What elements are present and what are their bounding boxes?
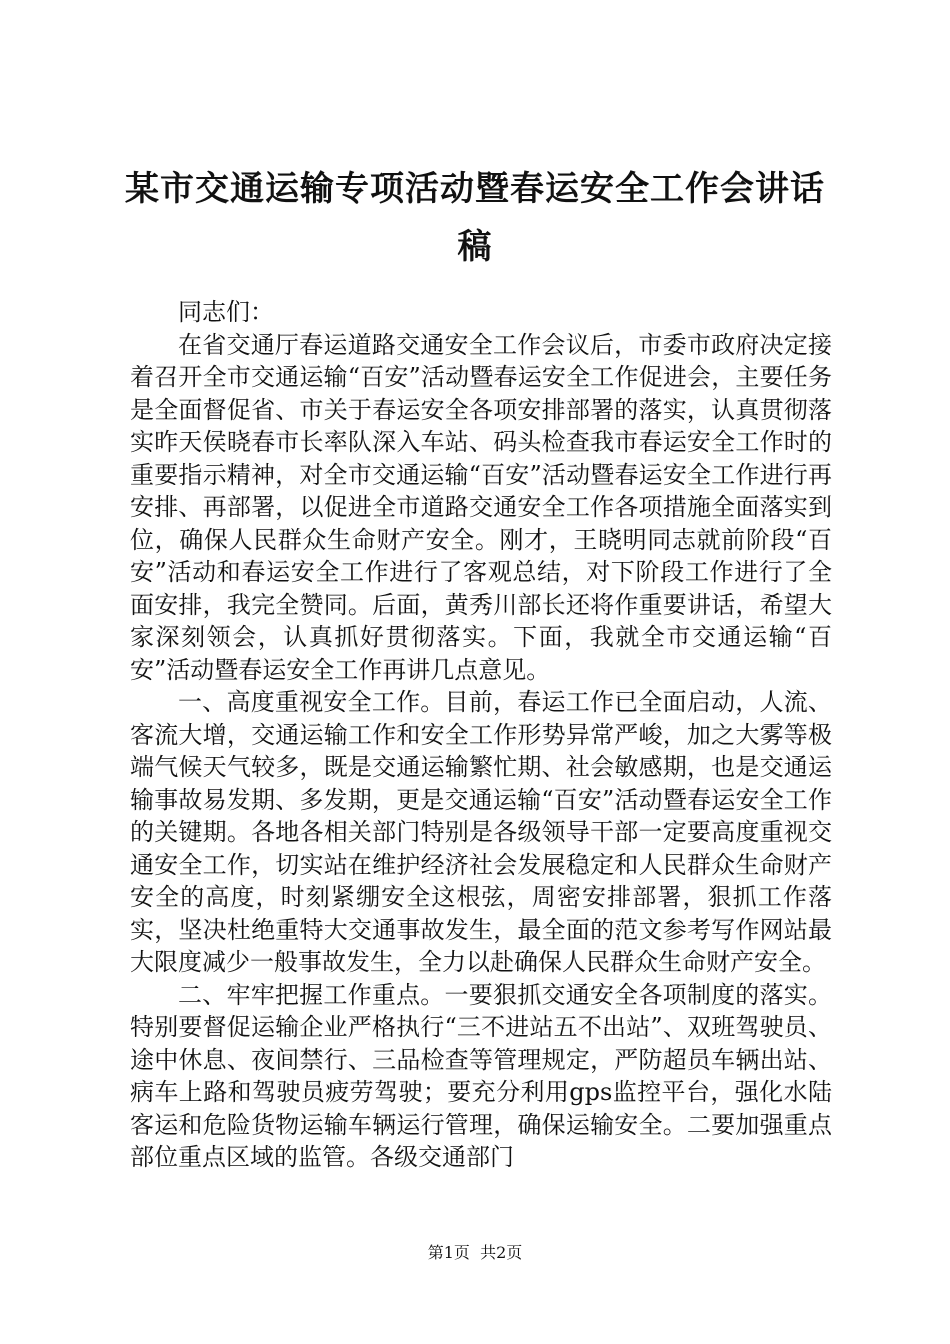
- salutation: 同志们：: [178, 298, 274, 326]
- document-title: 某市交通运输专项活动暨春运安全工作会讲话稿: [125, 169, 825, 267]
- page-footer: [0, 1243, 950, 1263]
- paragraph-section-1: 一、高度重视安全工作。目前，春运工作已全面启动，人流、客流大增，交通运输工作和安全工作形势异常严峻，加之大雾等极端气候天气较多，既是交通运输繁忙期、社会敏感期，也是交通运输事故易发期、多发期，更是交通运输“百安”活动暨春运安全工作的关键期。各地各相关部门特别是各级领导干部一定要高度重视交通安全工作，切实站在维护经济社会发展稳定和人民群众生命财产安全的高度，时刻紧绷安全这根弦，周密安排部署，狠抓工作落实，坚决杜绝重特大交通事故发生，最全面的范文参考写作网站最大限度减少一般事故发生，全力以赴确保人民群众生命财产安全。: [130, 688, 832, 976]
- paragraph-section-2: 二、牢牢把握工作重点。一要狠抓交通安全各项制度的落实。特别要督促运输企业严格执行“三不进站五不出站”、双班驾驶员、途中休息、夜间禁行、三品检查等管理规定，严防超员车辆出站、病车上路和驾驶员疲劳驾驶；要充分利用gps监控平台，强化水陆客运和危险货物运输车辆运行管理，确保运输安全。二要加强重点部位重点区域的监管。各级交通部门: [130, 980, 832, 1171]
- page-number: 第1页 共2页: [427, 1243, 523, 1262]
- paragraph-intro: 在省交通厅春运道路交通安全工作会议后，市委市政府决定接着召开全市交通运输“百安”活动暨春运安全工作促进会，主要任务是全面督促省、市关于春运安全各项安排部署的落实，认真贯彻落实昨天侯晓春市长率队深入车站、码头检查我市春运安全工作时的重要指示精神，对全市交通运输“百安”活动暨春运安全工作进行再安排、再部署，以促进全市道路交通安全工作各项措施全面落实到位，确保人民群众生命财产安全。刚才，王晓明同志就前阶段“百安”活动和春运安全工作进行了客观总结，对下阶段工作进行了全面安排，我完全赞同。后面，黄秀川部长还将作重要讲话，希望大家深刻领会，认真抓好贯彻落实。下面，我就全市交通运输“百安”活动暨春运安全工作再讲几点意见。: [130, 330, 832, 684]
- document-body: [130, 296, 832, 1174]
